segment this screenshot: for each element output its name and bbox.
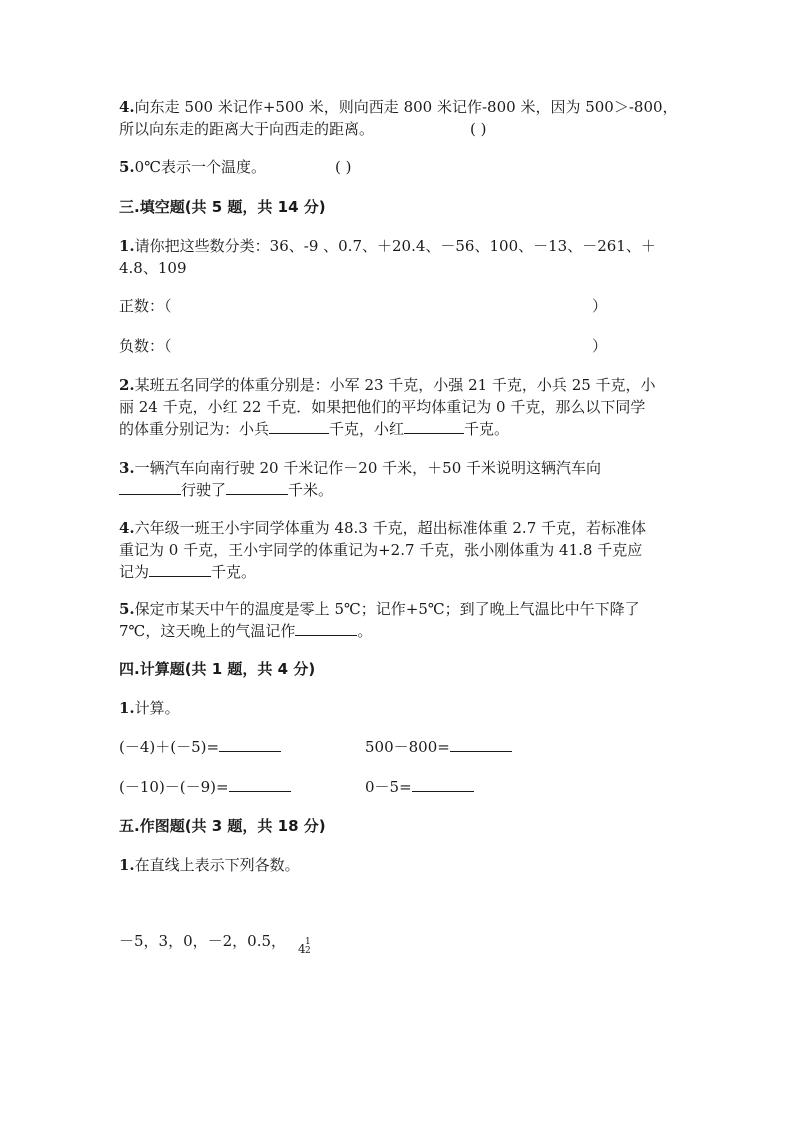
calc-expression-2 bbox=[365, 737, 512, 757]
question-number: 1. bbox=[119, 237, 135, 255]
fill-q5-line1 bbox=[119, 599, 640, 619]
question-number: 4. bbox=[119, 519, 135, 537]
question-text: 向东走 500 米记作+500 米，则向西走 800 米记作-800 米，因为 500＞-800， bbox=[134, 98, 678, 116]
section-heading-fill: 三.填空题(共 5 题，共 14 分) bbox=[119, 198, 326, 216]
question-text: 六年级一班王小宇同学体重为 48.3 千克，超出标准体重 2.7 千克，若标准体 bbox=[134, 519, 647, 537]
judge-q5-line bbox=[119, 157, 266, 177]
fill-q2-line3 bbox=[119, 419, 509, 439]
question-number: 2. bbox=[119, 376, 135, 394]
calc-expression-4 bbox=[365, 777, 474, 797]
question-number: 3. bbox=[119, 459, 135, 477]
calc-expression-3 bbox=[119, 777, 291, 797]
expression-text: 500－800= bbox=[365, 738, 450, 756]
question-text: 行驶了 bbox=[181, 481, 227, 499]
section-heading-calc: 四.计算题(共 1 题，共 4 分) bbox=[119, 660, 316, 678]
answer-blank[interactable] bbox=[119, 480, 181, 495]
expression-text: (－10)－(－9)= bbox=[119, 778, 229, 796]
expression-text: (－4)＋(－5)= bbox=[119, 738, 220, 756]
mixed-fraction-whole: 4 bbox=[298, 942, 306, 956]
draw-q1-line bbox=[119, 855, 300, 875]
fraction-numerator: 1 bbox=[305, 937, 311, 947]
answer-blank[interactable] bbox=[149, 562, 211, 577]
positive-close: ） bbox=[592, 297, 608, 315]
fill-q4-line2: 重记为 0 千克，王小宇同学的体重记为+2.7 千克，张小刚体重为 41.8 千克应 bbox=[119, 541, 643, 559]
negative-label: 负数：（ bbox=[119, 337, 172, 355]
positive-answer-area[interactable] bbox=[190, 296, 585, 316]
question-text: 保定市某天中午的温度是零上 5℃；记作+5℃；到了晚上气温比中午下降了 bbox=[134, 600, 640, 618]
section-heading-draw: 五.作图题(共 3 题，共 18 分) bbox=[119, 817, 326, 835]
question-text: 千克。 bbox=[211, 563, 257, 581]
answer-blank[interactable] bbox=[229, 777, 291, 792]
calc-expression-1 bbox=[119, 737, 281, 757]
fill-q1-line1 bbox=[119, 236, 656, 256]
question-text: 所以向东走的距离大于向西走的距离。 bbox=[119, 120, 375, 138]
expression-text: 0－5= bbox=[365, 778, 412, 796]
fill-q1-line2: 4.8、109 bbox=[119, 259, 187, 277]
question-text: 某班五名同学的体重分别是：小军 23 千克，小强 21 千克，小兵 25 千克，小 bbox=[134, 376, 656, 394]
answer-blank[interactable] bbox=[412, 777, 474, 792]
answer-parentheses[interactable]: ( ) bbox=[470, 120, 487, 138]
question-text: 千米。 bbox=[288, 481, 334, 499]
calc-q1-line bbox=[119, 698, 180, 718]
answer-parentheses[interactable]: ( ) bbox=[335, 158, 352, 176]
question-text: 记为 bbox=[119, 563, 150, 581]
question-text: 7℃，这天晚上的气温记作 bbox=[119, 622, 296, 640]
question-text: 在直线上表示下列各数。 bbox=[134, 856, 300, 874]
answer-blank[interactable] bbox=[269, 419, 329, 434]
judge-q4-line1 bbox=[119, 97, 678, 117]
answer-blank[interactable] bbox=[295, 621, 357, 636]
answer-blank[interactable] bbox=[219, 737, 281, 752]
fill-q2-line2: 丽 24 千克，小红 22 千克．如果把他们的平均体重记为 0 千克，那么以下同学 bbox=[119, 398, 646, 416]
question-text: 一辆汽车向南行驶 20 千米记作－20 千米，＋50 千米说明这辆汽车向 bbox=[134, 459, 602, 477]
question-text: 请你把这些数分类：36、-9 、0.7、＋20.4、－56、100、－13、－261、＋ bbox=[134, 237, 656, 255]
question-text: 千克，小红 bbox=[329, 420, 405, 438]
positive-label: 正数：（ bbox=[119, 297, 172, 315]
question-text: 。 bbox=[357, 622, 373, 640]
mixed-fraction bbox=[305, 938, 311, 956]
question-number: 5. bbox=[119, 158, 135, 176]
fraction-denominator: 2 bbox=[305, 946, 311, 956]
answer-blank[interactable] bbox=[226, 480, 288, 495]
question-text: 的体重分别记为：小兵 bbox=[119, 420, 270, 438]
negative-close: ） bbox=[592, 337, 608, 355]
question-number: 5. bbox=[119, 600, 135, 618]
fill-q5-line2 bbox=[119, 621, 372, 641]
negative-answer-area[interactable] bbox=[190, 336, 585, 356]
question-text: 千克。 bbox=[464, 420, 510, 438]
number-list: －5，3，0，－2，0.5， bbox=[119, 932, 287, 950]
question-text: 计算。 bbox=[134, 699, 180, 717]
question-text: 0℃表示一个温度。 bbox=[134, 158, 266, 176]
question-number: 1. bbox=[119, 856, 135, 874]
fill-q3-line2 bbox=[119, 480, 333, 500]
fill-q3-line1 bbox=[119, 458, 601, 478]
judge-q4-line2 bbox=[119, 119, 374, 139]
fill-q4-line1 bbox=[119, 518, 646, 538]
fill-q2-line1 bbox=[119, 375, 656, 395]
answer-blank[interactable] bbox=[450, 737, 512, 752]
fill-q4-line3 bbox=[119, 562, 256, 582]
question-number: 4. bbox=[119, 98, 135, 116]
answer-blank[interactable] bbox=[404, 419, 464, 434]
question-number: 1. bbox=[119, 699, 135, 717]
